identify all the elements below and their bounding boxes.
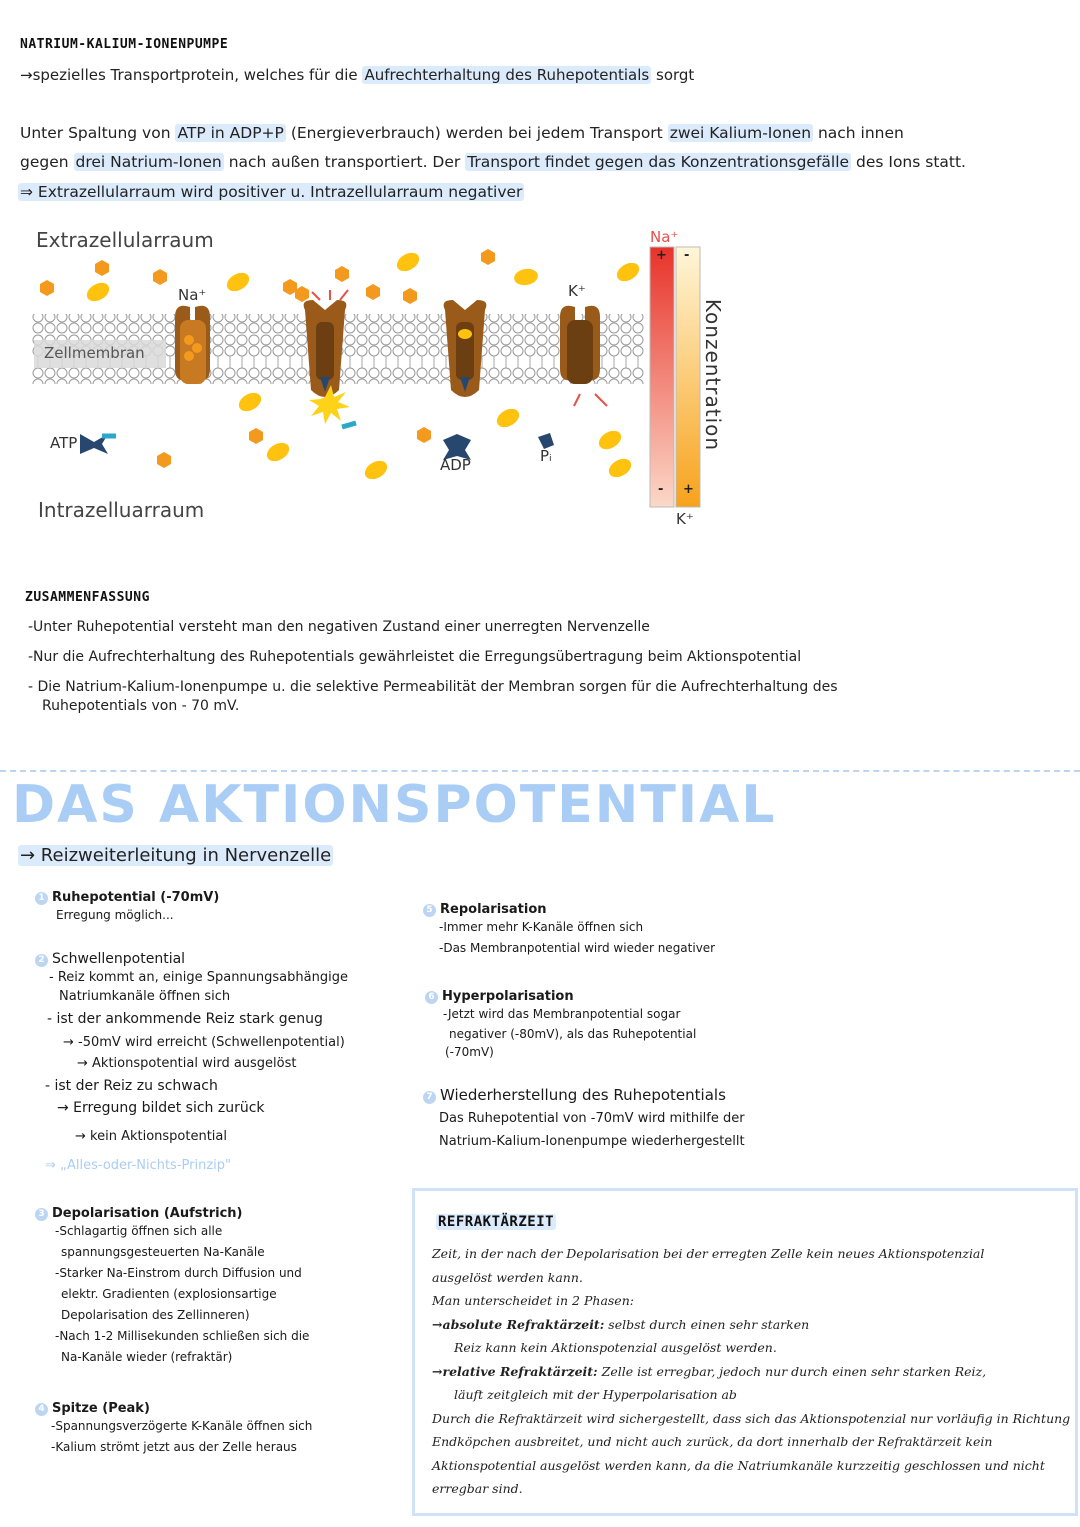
refraktaerzeit-box [412, 1188, 1078, 1516]
intro-prefix: →spezielles Transportprotein, welches für die [20, 66, 363, 84]
step-text: (-70mV) [445, 1045, 494, 1059]
arrow: → [432, 1363, 443, 1379]
intro-suffix: sorgt [651, 66, 695, 84]
ion-pump-diagram [20, 222, 740, 542]
term-relative: relative Refraktärzeit: [442, 1363, 598, 1379]
step-1 [35, 886, 395, 926]
section-title-ionenpumpe: NATRIUM-KALIUM-IONENPUMPE [20, 37, 229, 52]
na-top-label: Na⁺ [650, 228, 679, 246]
step-text: -Spannungsverzögerte K-Kanäle öffnen sich [51, 1419, 313, 1433]
box-line: Man unterscheidet in 2 Phasen: [432, 1293, 634, 1308]
step-title: Schwellenpotential [52, 951, 186, 967]
summary-item: - Die Natrium-Kalium-Ionenpumpe u. die selektive Permeabilität der Membran sorgen für die Aufrechterhaltung des [28, 679, 838, 695]
text: des Ions statt. [851, 153, 966, 171]
text: Unter Spaltung von [20, 124, 176, 142]
step-title: Wiederherstellung des Ruhepotentials [440, 1086, 726, 1104]
step-text: - ist der Reiz zu schwach [45, 1078, 218, 1094]
step-number: 4 [35, 1403, 48, 1416]
box-line-relative [432, 1360, 1062, 1384]
box-line: Endköpchen ausbreitet, und nicht auch zurück, da dort innerhalb der Refraktärzeit kein [432, 1434, 993, 1449]
step-text: spannungsgesteuerten Na-Kanäle [61, 1245, 265, 1259]
step-text: - Reiz kommt an, einige Spannungsabhängige [49, 970, 348, 985]
plus-sign-na: + [656, 248, 667, 263]
step-title: Spitze (Peak) [52, 1401, 150, 1416]
summary-title: ZUSAMMENFASSUNG [25, 590, 150, 605]
step-title: Hyperpolarisation [442, 989, 574, 1004]
k-label: K⁺ [568, 282, 586, 300]
pi-label: Pᵢ [540, 447, 552, 465]
step-text: negativer (-80mV), als das Ruhepotential [449, 1027, 697, 1041]
adp-label: ADP [440, 456, 471, 474]
step-text: Na-Kanäle wieder (refraktär) [61, 1350, 233, 1364]
step-number: 6 [425, 991, 438, 1004]
refraktaer-title-wrap [436, 1211, 556, 1230]
na-concentration-bar [650, 247, 674, 507]
arrow: → [432, 1316, 443, 1332]
step-text: Depolarisation des Zellinneren) [61, 1308, 250, 1322]
step-text: -Nach 1-2 Millisekunden schließen sich die [55, 1329, 310, 1343]
step-number: 3 [35, 1208, 48, 1221]
extra-label: Extrazellularraum [36, 228, 214, 252]
step-text: -Jetzt wird das Membranpotential sogar [443, 1007, 681, 1021]
step-text: Natriumkanäle öffnen sich [59, 989, 231, 1004]
box-line: Zeit, in der nach der Depolarisation bei der erregten Zelle kein neues Aktionspotenzial [432, 1246, 985, 1261]
paragraph-line-2 [20, 153, 966, 171]
text: nach innen [813, 124, 904, 142]
step-7 [423, 1085, 843, 1150]
paragraph-line-3 [18, 183, 524, 201]
intro-line [20, 66, 694, 84]
minus-sign-k: - [684, 248, 690, 263]
step-4 [35, 1397, 415, 1458]
step-number: 5 [423, 904, 436, 917]
box-line: erregbar sind. [432, 1481, 523, 1496]
step-text-principle: ⇒ „Alles-oder-Nichts-Prinzip" [45, 1158, 231, 1173]
step-text: elektr. Gradienten (explosionsartige [61, 1287, 277, 1301]
highlight-natrium: drei Natrium-Ionen [75, 153, 222, 171]
paragraph-line-1 [20, 124, 904, 142]
step-text: Das Ruhepotential von -70mV wird mithilfe der [439, 1111, 745, 1126]
step-title: Depolarisation (Aufstrich) [52, 1206, 243, 1221]
term-absolute: absolute Refraktärzeit: [442, 1316, 605, 1332]
box-line: Durch die Refraktärzeit wird sichergestellt, dass sich das Aktionspotenzial nur vorläufig in Richtung [432, 1410, 1071, 1426]
summary-item: -Nur die Aufrechterhaltung des Ruhepotentials gewährleistet die Erregungsübertragung beim Aktionspotential [28, 649, 802, 665]
k-bottom-label: K⁺ [676, 510, 694, 528]
intro-highlight: Aufrechterhaltung des Ruhepotentials [364, 66, 650, 84]
membrane-label: Zellmembran [44, 344, 145, 362]
section-title-aktionspotential: DAS AKTIONSPOTENTIAL [12, 775, 777, 835]
step-text: -Das Membranpotential wird wieder negativer [439, 941, 716, 955]
summary-item: Ruhepotentials von - 70 mV. [42, 698, 240, 714]
text: selbst durch einen sehr starken [604, 1316, 810, 1332]
box-line: Reiz kann kein Aktionspotenzial ausgelöst werden. [454, 1340, 777, 1355]
highlight-gradient: Transport findet gegen das Konzentrationsgefälle [467, 153, 850, 171]
refraktaer-body [432, 1242, 1071, 1501]
highlight-conclusion: ⇒ Extrazellularraum wird positiver u. Intrazellularraum negativer [20, 183, 523, 201]
text: Zelle ist erregbar, jedoch nur durch einen sehr starken Reiz, [597, 1363, 987, 1379]
ion-pump-svg [20, 222, 740, 542]
summary-item: -Unter Ruhepotential versteht man den negativen Zustand einer unerregten Nervenzelle [28, 619, 650, 635]
step-text: → kein Aktionspotential [75, 1129, 227, 1144]
step-number: 1 [35, 892, 48, 905]
refraktaer-title: REFRAKTÄRZEIT [438, 1214, 555, 1230]
atp-cleavage [342, 423, 356, 427]
step-text: - ist der ankommende Reiz stark genug [47, 1011, 323, 1027]
minus-sign-na: - [658, 482, 664, 497]
box-line: läuft zeitgleich mit der Hyperpolarisation ab [454, 1387, 737, 1402]
atp-label: ATP [50, 434, 78, 452]
text: (Energieverbrauch) werden bei jedem Transport [285, 124, 668, 142]
subtitle-text: → Reizweiterleitung in Nervenzelle [20, 845, 332, 866]
step-2 [35, 948, 415, 1176]
step-number: 2 [35, 954, 48, 967]
section-separator [0, 770, 1080, 772]
step-text: Erregung möglich... [56, 908, 174, 922]
concentration-label: Konzentration [701, 298, 725, 452]
text: gegen [20, 153, 74, 171]
step-text: -Kalium strömt jetzt aus der Zelle heraus [51, 1440, 297, 1454]
step-text: Natrium-Kalium-Ionenpumpe wiederhergestellt [439, 1134, 745, 1149]
step-text: → -50mV wird erreicht (Schwellenpotential) [63, 1035, 345, 1050]
plus-sign-k: + [683, 482, 694, 497]
subtitle [18, 845, 333, 866]
step-5 [423, 898, 823, 959]
step-6 [425, 985, 825, 1061]
step-title: Repolarisation [440, 902, 547, 917]
step-number: 7 [423, 1091, 436, 1104]
intra-label: Intrazelluarraum [38, 498, 205, 522]
box-line-absolute [432, 1313, 1062, 1337]
step-text: -Schlagartig öffnen sich alle [55, 1224, 223, 1238]
box-line: Aktionspotential ausgelöst werden kann, da die Natriumkanäle kurzzeitig geschlossen und nicht [432, 1457, 1045, 1473]
na-label: Na⁺ [178, 286, 207, 304]
box-line: ausgelöst werden kann. [432, 1269, 583, 1285]
step-text: → Erregung bildet sich zurück [57, 1100, 265, 1116]
step-title: Ruhepotential (-70mV) [52, 890, 220, 905]
step-text: → Aktionspotential wird ausgelöst [77, 1056, 297, 1071]
step-text: -Starker Na-Einstrom durch Diffusion und [55, 1266, 302, 1280]
highlight-kalium: zwei Kalium-Ionen [669, 124, 812, 142]
step-text: -Immer mehr K-Kanäle öffnen sich [439, 920, 644, 934]
k-concentration-bar [676, 247, 700, 507]
step-3 [35, 1202, 415, 1368]
text: nach außen transportiert. Der [223, 153, 466, 171]
highlight-atp: ATP in ADP+P [177, 124, 284, 142]
